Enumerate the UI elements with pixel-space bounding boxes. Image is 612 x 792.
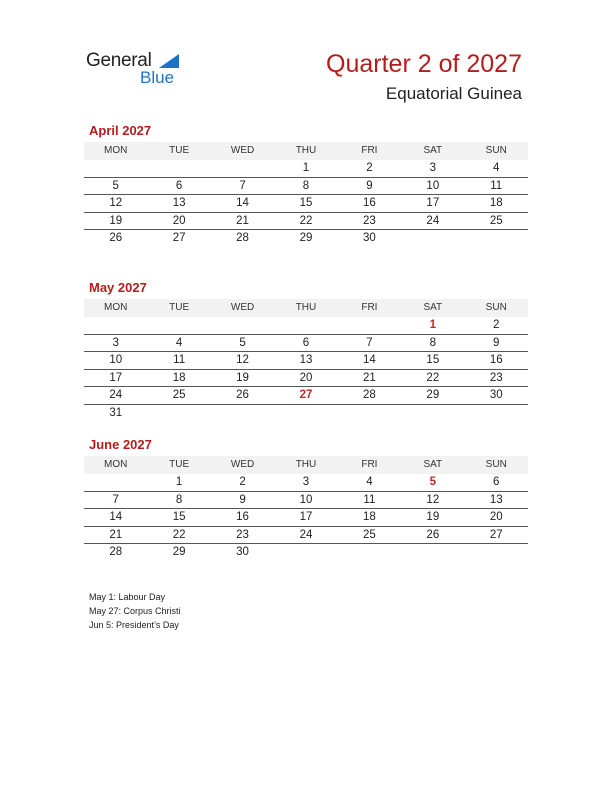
day-cell: 4: [493, 162, 500, 174]
weekday-label: FRI: [361, 459, 378, 470]
day-cell: 12: [426, 493, 440, 506]
day-cell: 22: [426, 371, 440, 384]
day-cell: 28: [109, 546, 123, 558]
day-cell: 16: [236, 511, 249, 523]
empty-day-cell: [211, 317, 274, 334]
week-row: [84, 230, 528, 248]
day-cell: 28: [236, 232, 249, 244]
day-cell: 1: [302, 162, 310, 174]
day-cell: 10: [426, 179, 440, 192]
day-cell: 14: [109, 511, 123, 523]
day-cell: 15: [299, 197, 313, 209]
month-calendar: [84, 279, 528, 422]
week-row: [84, 317, 528, 335]
logo-blue-text: Blue: [140, 68, 175, 87]
day-cell: 5: [429, 476, 437, 488]
weekday-label: TUE: [169, 302, 190, 313]
day-cell: 24: [299, 528, 313, 541]
weekday-label: SAT: [423, 459, 443, 470]
day-cell: 3: [429, 162, 437, 174]
day-cell: 24: [109, 389, 123, 401]
week-row: [84, 335, 528, 353]
weekday-label: THU: [295, 302, 317, 313]
day-cell: 6: [302, 336, 310, 349]
weekday-label: SAT: [423, 302, 443, 313]
empty-day-cell: [84, 160, 147, 177]
day-cell: 17: [299, 511, 313, 523]
week-row: [84, 527, 528, 545]
day-cell: 11: [363, 493, 376, 506]
week-row: [84, 387, 528, 405]
day-cell: 9: [239, 493, 246, 506]
day-cell: 19: [426, 511, 440, 523]
empty-day-cell: [84, 317, 147, 334]
weekday-label: FRI: [361, 145, 378, 156]
day-cell: 7: [112, 493, 119, 506]
logo-general-text: General: [86, 50, 152, 71]
day-cell: 20: [299, 371, 313, 384]
weekday-label: SAT: [423, 145, 443, 156]
day-cell: 29: [299, 232, 313, 244]
day-cell: 21: [109, 528, 123, 541]
day-cell: 25: [363, 528, 376, 541]
day-cell: 3: [302, 476, 310, 488]
day-cell: 8: [302, 179, 310, 192]
day-cell: 11: [490, 179, 503, 192]
day-cell: 18: [489, 197, 503, 209]
day-cell: 22: [299, 214, 313, 227]
day-cell: 10: [109, 354, 123, 366]
day-cell: 22: [172, 528, 186, 541]
weekday-label: SUN: [485, 459, 507, 470]
month-title: June 2027: [89, 437, 152, 452]
weekday-label: TUE: [169, 459, 190, 470]
day-cell: 5: [239, 336, 246, 349]
day-cell: 9: [493, 336, 500, 349]
day-cell: 16: [489, 354, 503, 366]
holiday-notes: [89, 590, 181, 632]
weekday-label: SUN: [485, 145, 507, 156]
day-cell: 26: [109, 232, 123, 244]
empty-day-cell: [211, 405, 274, 423]
day-cell: 30: [489, 389, 503, 401]
holiday-note: May 1: Labour Day: [89, 592, 166, 602]
day-cell: 25: [172, 389, 186, 401]
weekday-label: WED: [230, 145, 255, 156]
day-cell: 27: [299, 389, 313, 401]
day-cell: 8: [429, 336, 437, 349]
week-row: [84, 492, 528, 510]
day-cell: 1: [429, 319, 437, 331]
day-cell: 12: [109, 197, 123, 209]
empty-day-cell: [401, 405, 464, 423]
month-calendar: [84, 122, 528, 248]
day-cell: 13: [299, 354, 313, 366]
week-row: [84, 509, 528, 527]
day-cell: 8: [175, 493, 183, 506]
week-row: [84, 178, 528, 196]
empty-day-cell: [84, 474, 147, 491]
day-cell: 20: [172, 214, 186, 227]
empty-day-cell: [147, 405, 210, 423]
logo-triangle-icon: [159, 54, 179, 68]
empty-day-cell: [338, 544, 401, 562]
week-row: [84, 352, 528, 370]
empty-day-cell: [401, 544, 464, 562]
weekday-header: [84, 142, 528, 160]
day-cell: 7: [239, 179, 246, 192]
day-cell: 17: [109, 371, 123, 384]
day-cell: 20: [489, 511, 503, 523]
day-cell: 28: [363, 389, 376, 401]
weekday-header: [84, 456, 528, 474]
day-cell: 15: [426, 354, 440, 366]
day-cell: 29: [172, 546, 186, 558]
empty-day-cell: [274, 544, 337, 562]
day-cell: 17: [426, 197, 440, 209]
empty-day-cell: [147, 317, 210, 334]
day-cell: 11: [173, 354, 186, 366]
day-cell: 6: [175, 179, 183, 192]
holiday-note: May 27: Corpus Christi: [89, 606, 181, 616]
country-name: Equatorial Guinea: [385, 84, 522, 103]
week-row: [84, 405, 528, 423]
day-cell: 26: [236, 389, 249, 401]
day-cell: 13: [172, 197, 186, 209]
day-cell: 31: [109, 406, 123, 419]
page-title: Quarter 2 of 2027: [326, 50, 522, 78]
day-cell: 2: [493, 319, 500, 331]
weekday-label: FRI: [361, 302, 378, 313]
day-cell: 23: [363, 214, 376, 227]
day-cell: 2: [239, 476, 246, 488]
week-row: [84, 370, 528, 388]
day-cell: 27: [489, 528, 503, 541]
day-cell: 6: [493, 476, 500, 488]
month-title: May 2027: [89, 280, 147, 295]
generalblue-logo: [86, 50, 196, 90]
day-cell: 18: [363, 511, 376, 523]
day-cell: 3: [112, 336, 119, 349]
day-cell: 16: [363, 197, 376, 209]
month-calendar: [84, 436, 528, 562]
week-row: [84, 160, 528, 178]
day-cell: 9: [366, 179, 373, 192]
week-row: [84, 544, 528, 562]
day-cell: 1: [175, 476, 183, 488]
day-cell: 19: [236, 371, 249, 384]
week-row: [84, 213, 528, 231]
day-cell: 24: [426, 214, 440, 227]
empty-day-cell: [465, 405, 528, 423]
day-cell: 23: [489, 371, 503, 384]
weekday-label: WED: [230, 302, 255, 313]
day-cell: 14: [363, 354, 376, 366]
day-cell: 21: [363, 371, 376, 384]
weekday-label: MON: [104, 302, 128, 313]
day-cell: 5: [112, 179, 119, 192]
day-cell: 12: [236, 354, 249, 366]
holiday-note: Jun 5: President’s Day: [89, 620, 179, 630]
day-cell: 15: [172, 511, 186, 523]
day-cell: 10: [299, 493, 313, 506]
day-cell: 29: [426, 389, 440, 401]
weekday-label: SUN: [485, 302, 507, 313]
weekday-header: [84, 299, 528, 317]
day-cell: 13: [489, 493, 503, 506]
day-cell: 7: [366, 336, 373, 349]
weekday-label: MON: [104, 145, 128, 156]
weekday-label: MON: [104, 459, 128, 470]
day-cell: 19: [109, 214, 123, 227]
day-cell: 30: [363, 232, 376, 244]
day-cell: 25: [489, 214, 503, 227]
day-cell: 14: [236, 197, 249, 209]
day-cell: 30: [236, 546, 249, 558]
day-cell: 23: [236, 528, 249, 541]
empty-day-cell: [274, 405, 337, 423]
weekday-label: THU: [295, 145, 317, 156]
weekday-label: THU: [295, 459, 317, 470]
empty-day-cell: [465, 544, 528, 562]
day-cell: 4: [175, 336, 183, 349]
day-cell: 18: [172, 371, 186, 384]
empty-day-cell: [401, 230, 464, 248]
day-cell: 27: [172, 232, 186, 244]
day-cell: 26: [426, 528, 440, 541]
day-cell: 21: [236, 214, 249, 227]
day-cell: 2: [366, 162, 373, 174]
empty-day-cell: [274, 317, 337, 334]
week-row: [84, 195, 528, 213]
month-title: April 2027: [89, 123, 152, 138]
empty-day-cell: [338, 317, 401, 334]
weekday-label: TUE: [169, 145, 190, 156]
week-row: [84, 474, 528, 492]
empty-day-cell: [465, 230, 528, 248]
empty-day-cell: [211, 160, 274, 177]
empty-day-cell: [147, 160, 210, 177]
day-cell: 4: [366, 476, 373, 488]
weekday-label: WED: [230, 459, 255, 470]
empty-day-cell: [338, 405, 401, 423]
